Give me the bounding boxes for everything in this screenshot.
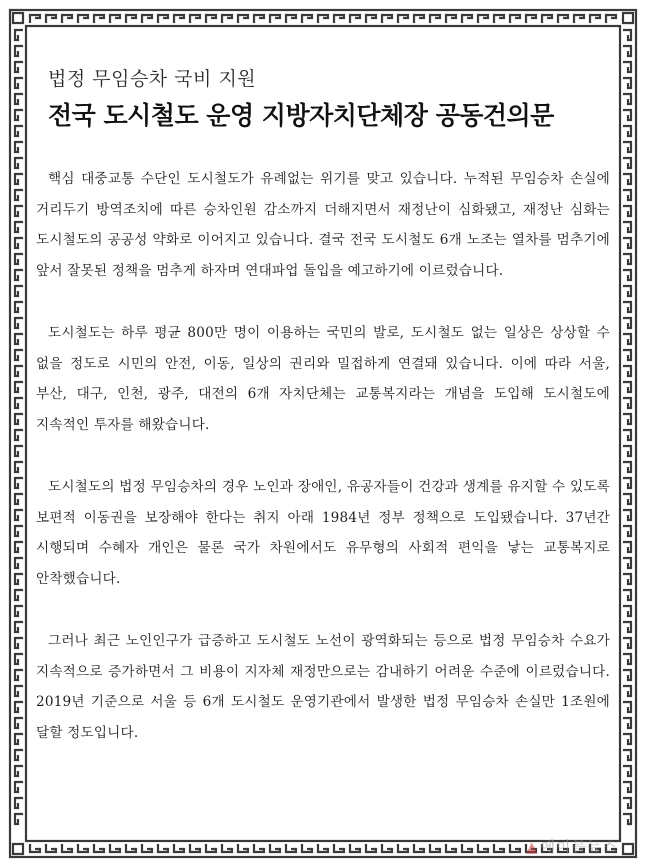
- document-body: [36, 164, 610, 748]
- document-subtitle: 법정 무임승차 국비 지원: [48, 68, 257, 90]
- paragraph-4: 그러나 최근 노인인구가 급증하고 도시철도 노선이 광역화되는 등으로 법정 무임승차 수요가 지속적으로 증가하면서 그 비용이 지자체 재정만으로는 감내하기 어려운 수준에 이르렀습니다. 2019년 기준으로 서울 등 6개 도시철도 운영기관에서 발생한 법정 무임승차 손실만 1조원에 달할 정도입니다.: [36, 633, 610, 741]
- document-title: 전국 도시철도 운영 지방자치단체장 공동건의문: [48, 101, 554, 130]
- paragraph-2: 도시철도는 하루 평균 800만 명이 이용하는 국민의 발로, 도시철도 없는 일상은 상상할 수 없을 정도로 시민의 안전, 이동, 일상의 권리와 밀접하게 연결돼 있습니다. 이에 따라 서울, 부산, 대구, 인천, 광주, 대전의 6개 자치단체는 교통복지라는 개념을 도입해 도시철도에 지속적인 투자를 해왔습니다.: [36, 325, 610, 433]
- paragraph-1: 핵심 대중교통 수단인 도시철도가 유례없는 위기를 맞고 있습니다. 누적된 무임승차 손실에 거리두기 방역조치에 따른 승차인원 감소까지 더해지면서 재정난이 심화됐고, 재정난 심화는 도시철도의 공공성 약화로 이어지고 있습니다. 결국 전국 도시철도 6개 노조는 열차를 멈추기에 앞서 잘못된 정책을 멈추게 하자며 연대파업 돌입을 예고하기에 이르렀습니다.: [36, 171, 610, 279]
- document-content: [36, 62, 610, 780]
- publisher-watermark: [526, 836, 618, 857]
- watermark-logo-icon: ▲: [526, 838, 539, 856]
- watermark-text: 에이블뉴스: [540, 838, 618, 856]
- paragraph-3: 도시철도의 법정 무임승차의 경우 노인과 장애인, 유공자들이 건강과 생계를 유지할 수 있도록 보편적 이동권을 보장해야 한다는 취지 아래 1984년 정부 정책으로 도입됐습니다. 37년간 시행되며 수혜자 개인은 물론 국가 차원에서도 유무형의 사회적 편익을 낳는 교통복지로 안착했습니다.: [36, 479, 610, 587]
